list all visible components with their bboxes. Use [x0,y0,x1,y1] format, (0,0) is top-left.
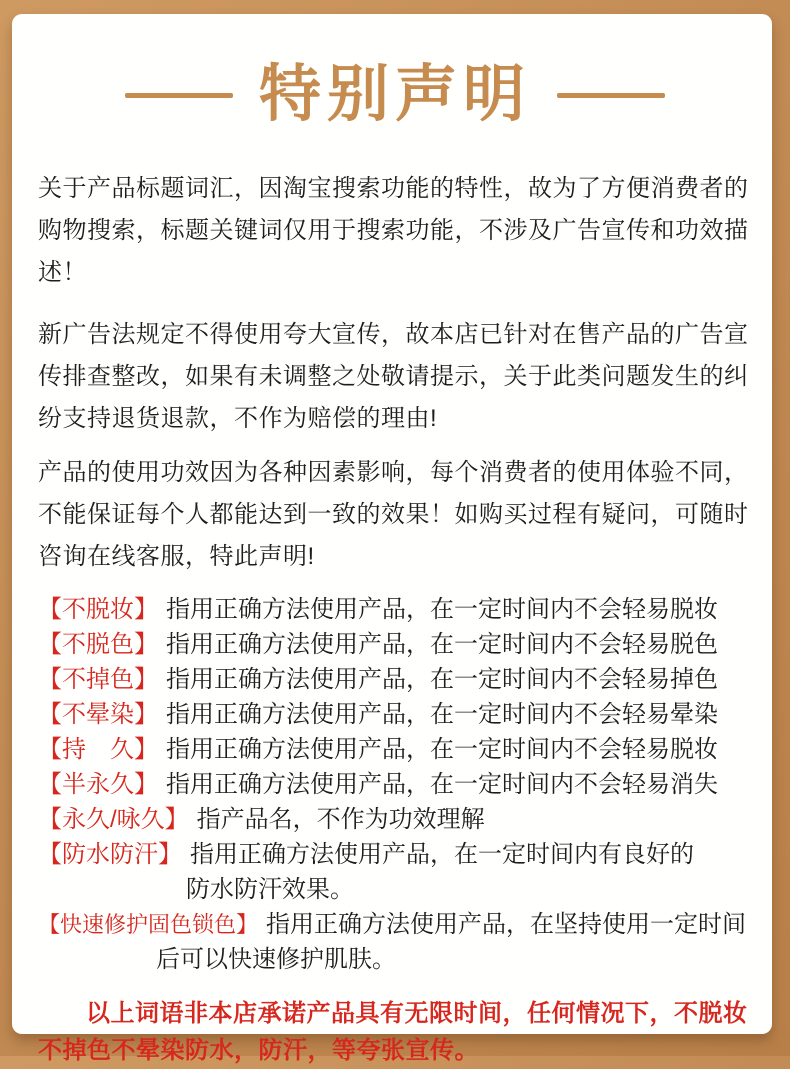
page-title: 特别声明 [258,60,531,129]
term-text: 指用正确方法使用产品，在坚持使用一定时间 [266,911,747,938]
disclaimer-paragraph-effect: 产品的使用功效因为各种因素影响，每个消费者的使用体验不同，不能保证每个人都能达到一致的效果！如购买过程有疑问，可随时咨询在线客服，特此声明! [38,459,749,570]
statement-card [12,14,772,1064]
term-label: 【不脱色】 [38,631,158,658]
term-label: 【半永久】 [38,771,158,798]
term-row-no-makeup-loss [38,592,752,627]
term-label: 【永久/咏久】 [38,806,189,833]
title-row [38,52,752,138]
footer-warning-line1: 以上词语非本店承诺产品具有无限时间，任何情况下，不脱妆 [86,1000,748,1027]
term-text: 指用正确方法使用产品，在一定时间内不会轻易掉色 [166,666,718,693]
term-label: 【不掉色】 [38,666,158,693]
term-row-no-color-fade [38,627,752,662]
term-text-continuation: 防水防汗效果。 [186,876,354,903]
footer-warning-line2: 不掉色不晕染防水，防汗，等夸张宣传。 [38,1037,479,1064]
term-row-semi-permanent [38,767,752,802]
term-text-continuation: 后可以快速修护肌肤。 [156,946,396,973]
term-row-waterproof [38,837,752,872]
term-label: 【不晕染】 [38,701,158,728]
term-label: 【快速修护固色锁色】 [38,912,259,937]
term-text: 指用正确方法使用产品，在一定时间内不会轻易脱妆 [166,736,718,763]
term-text: 指用正确方法使用产品，在一定时间内不会轻易晕染 [166,701,718,728]
footer-warning [38,995,752,1069]
term-definitions-list [38,592,752,977]
term-label: 【不脱妆】 [38,596,158,623]
disclaimer-paragraph-search: 关于产品标题词汇，因淘宝搜索功能的特性，故为了方便消费者的购物搜索，标题关键词仅用于搜索功能，不涉及广告宣传和功效描述！ [38,175,749,286]
term-label: 【持 久】 [38,736,158,763]
term-text: 指用正确方法使用产品，在一定时间内有良好的 [190,841,694,868]
term-row-quick-repair [38,907,752,942]
term-text: 指用正确方法使用产品，在一定时间内不会轻易脱妆 [166,596,718,623]
term-label: 【防水防汗】 [38,841,182,868]
term-row-no-color-loss [38,662,752,697]
term-text: 指用正确方法使用产品，在一定时间内不会轻易消失 [166,771,718,798]
title-divider-right [557,93,665,98]
term-row-long-lasting [38,732,752,767]
term-text: 指产品名，不作为功效理解 [196,806,485,833]
term-text: 指用正确方法使用产品，在一定时间内不会轻易脱色 [166,631,718,658]
term-row-permanent-name [38,802,752,837]
title-divider-left [125,93,233,98]
disclaimer-paragraph-ad-law: 新广告法规定不得使用夸大宣传，故本店已针对在售产品的广告宣传排查整改，如果有未调整之处敬请提示，关于此类问题发生的纠纷支持退货退款，不作为赔偿的理由! [38,321,749,432]
term-row-no-smudge [38,697,752,732]
